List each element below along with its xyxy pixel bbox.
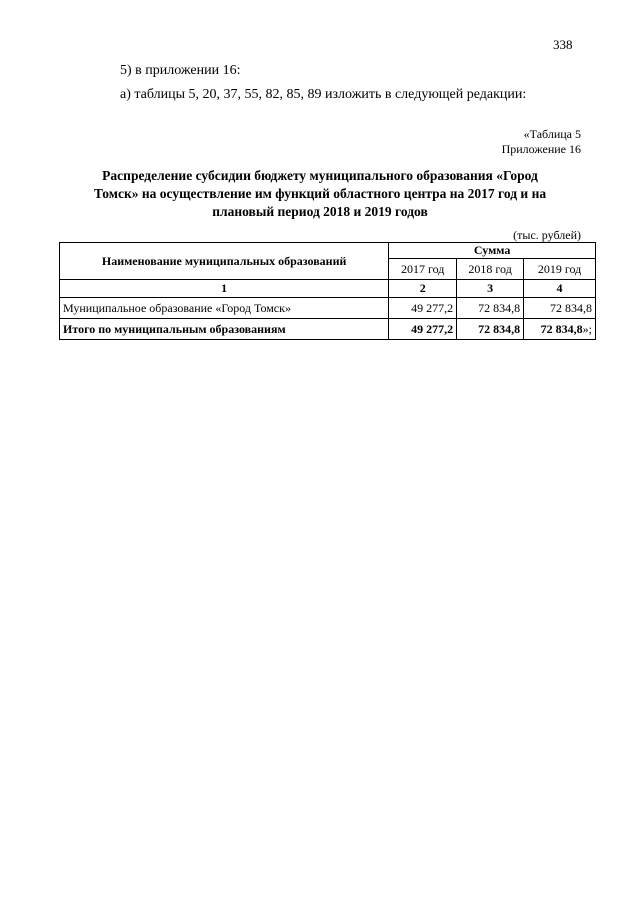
table-ref-line-2: Приложение 16	[501, 142, 581, 156]
total-2019-cell	[524, 319, 596, 340]
column-number: 3	[457, 280, 524, 298]
row-name: Муниципальное образование «Город Томск»	[60, 298, 389, 319]
title-line-2: Томск» на осуществление им функций областного центра на 2017 год и на	[93, 186, 547, 201]
column-number-row	[60, 280, 596, 298]
total-2017: 49 277,2	[389, 319, 457, 340]
column-number: 2	[389, 280, 457, 298]
total-2018: 72 834,8	[457, 319, 524, 340]
table-row	[60, 298, 596, 319]
title-line-1: Распределение субсидии бюджету муниципального образования «Город	[102, 168, 538, 183]
column-header-year-2017: 2017 год	[389, 259, 457, 280]
table-reference	[502, 127, 581, 157]
units-label: (тыс. рублей)	[513, 228, 581, 242]
column-number: 4	[524, 280, 596, 298]
subsidy-table	[59, 242, 596, 340]
intro-line-2: а) таблицы 5, 20, 37, 55, 82, 85, 89 изложить в следующей редакции:	[120, 87, 527, 102]
value-2019: 72 834,8	[524, 298, 596, 319]
total-name: Итого по муниципальным образованиям	[60, 319, 389, 340]
column-header-name: Наименование муниципальных образований	[60, 243, 389, 280]
closing-quote: »;	[582, 321, 592, 336]
column-number: 1	[60, 280, 389, 298]
table-title	[90, 167, 550, 221]
title-line-3: плановый период 2018 и 2019 годов	[212, 204, 428, 219]
value-2018: 72 834,8	[457, 298, 524, 319]
table-ref-line-1: «Таблица 5	[523, 127, 581, 141]
column-header-sum: Сумма	[389, 243, 596, 259]
column-header-year-2019: 2019 год	[524, 259, 596, 280]
total-row	[60, 319, 596, 340]
total-2019: 72 834,8	[540, 321, 583, 336]
value-2017: 49 277,2	[389, 298, 457, 319]
intro-line-1: 5) в приложении 16:	[120, 63, 241, 78]
column-header-year-2018: 2018 год	[457, 259, 524, 280]
page-number: 338	[553, 37, 573, 52]
